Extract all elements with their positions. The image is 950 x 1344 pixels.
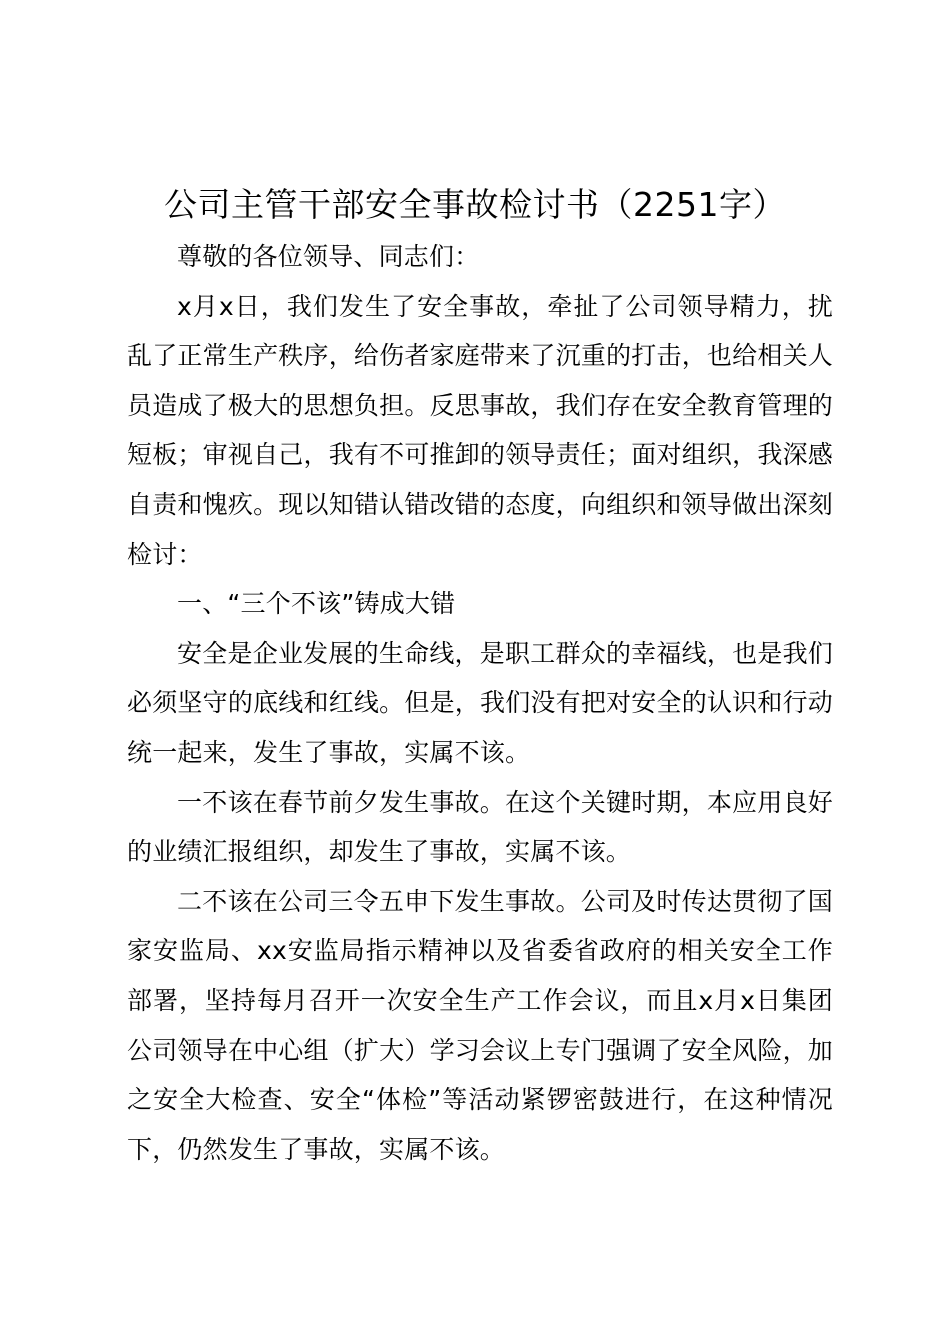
salutation-paragraph: 尊敬的各位领导、同志们： <box>177 242 480 271</box>
section-paragraph: 安全是企业发展的生命线，是职工群众的幸福线，也是我们必须坚守的底线和红线。但是，我们没有把对安全的认识和行动统一起来，发生了事故，实属不该。 <box>127 638 833 767</box>
section-paragraph: 一不该在春节前夕发生事故。在这个关键时期，本应用良好的业绩汇报组织，却发生了事故，实属不该。 <box>127 787 833 867</box>
document-body <box>127 232 833 1174</box>
intro-paragraph: x月x日，我们发生了安全事故，牵扯了公司领导精力，扰乱了正常生产秩序，给伤者家庭带来了沉重的打击，也给相关人员造成了极大的思想负担。反思事故，我们存在安全教育管理的短板；审视自己，我有不可推卸的领导责任；面对组织，我深感自责和愧疚。现以知错认错改错的态度，向组织和领导做出深刻检讨： <box>127 291 833 569</box>
document-title: 公司主管干部安全事故检讨书（2251字） <box>164 185 786 224</box>
section-heading: 一、“三个不该”铸成大错 <box>177 589 456 619</box>
section-paragraph: 二不该在公司三令五申下发生事故。公司及时传达贯彻了国家安监局、xx安监局指示精神以及省委省政府的相关安全工作部署，坚持每月召开一次安全生产工作会议，而且x月x日集团公司领导在中心组（扩大）学习会议上专门强调了安全风险，加之安全大检查、安全“体检”等活动紧锣密鼓进行，在这种情况下，仍然发生了事故，实属不该。 <box>127 886 833 1164</box>
